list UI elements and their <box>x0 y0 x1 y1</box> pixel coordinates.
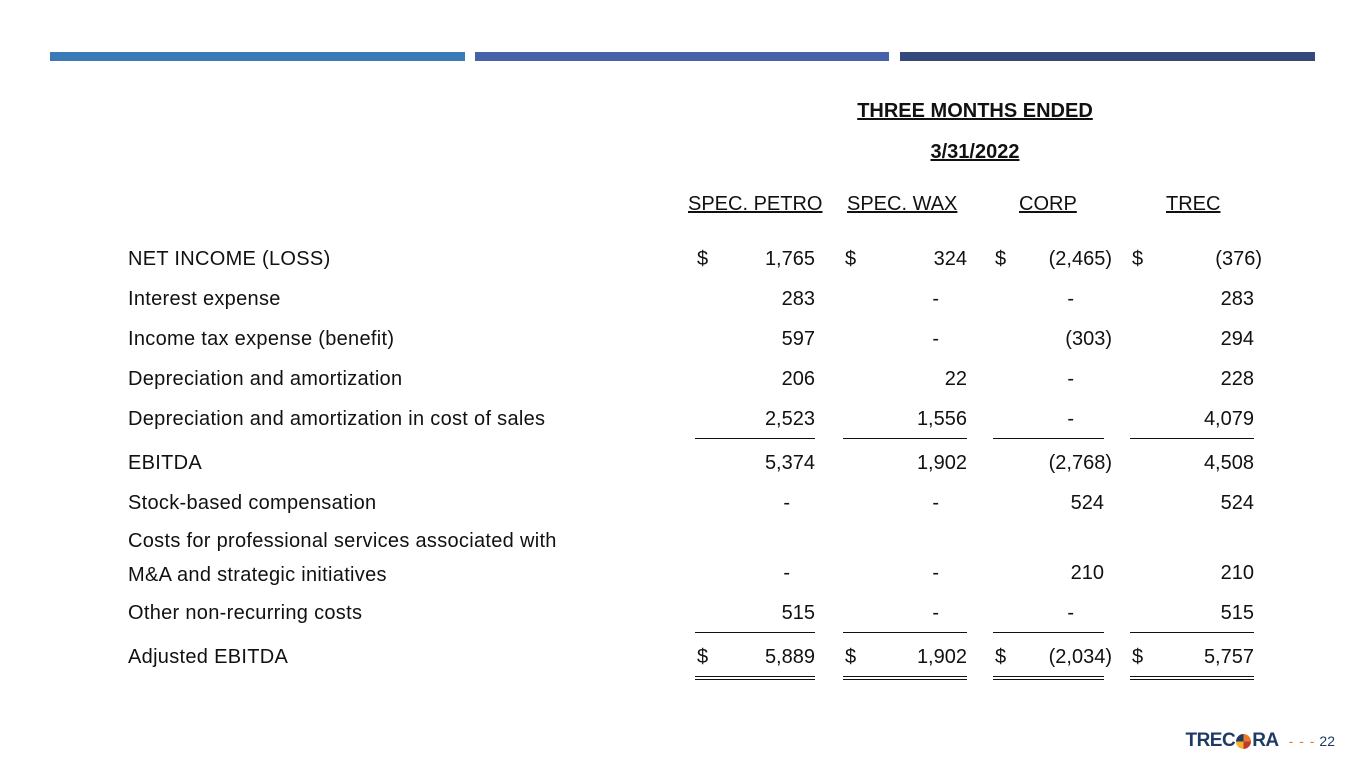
currency-symbol: $ <box>845 646 857 668</box>
row-label: EBITDA <box>128 452 203 474</box>
cell-value: 524 <box>1220 492 1254 514</box>
cell-corp <box>993 368 1104 398</box>
cell-corp <box>993 248 1112 278</box>
accent-bar-left <box>50 52 465 61</box>
cell-value: - <box>1067 602 1074 624</box>
cell-trec <box>1130 248 1262 278</box>
cell-value: - <box>932 492 939 514</box>
currency-symbol: $ <box>995 646 1007 668</box>
cell-value: 1,902 <box>916 646 967 668</box>
cell-spec-wax <box>843 288 967 318</box>
cell-spec-wax <box>843 452 967 482</box>
cell-spec-petro <box>695 452 815 482</box>
period-date: 3/31/2022 <box>930 141 1020 163</box>
cell-value: - <box>1067 368 1074 390</box>
column-header-corp: CORP <box>1019 193 1077 215</box>
cell-value: - <box>1067 408 1074 430</box>
cell-value: 210 <box>1070 562 1104 584</box>
logo-o-icon <box>1236 734 1251 749</box>
table-row-professional-services <box>0 530 1365 590</box>
column-header-spec-wax: SPEC. WAX <box>847 193 958 215</box>
cell-corp <box>993 602 1104 633</box>
cell-spec-petro <box>695 248 815 278</box>
cell-value: 5,374 <box>764 452 815 474</box>
cell-value: 515 <box>781 602 815 624</box>
row-label: Depreciation and amortization <box>128 368 403 390</box>
accent-bar-right <box>900 52 1315 61</box>
cell-spec-wax <box>843 562 967 592</box>
cell-corp <box>993 288 1104 318</box>
cell-value: - <box>932 602 939 624</box>
cell-spec-wax <box>843 492 967 522</box>
cell-value: 228 <box>1220 368 1254 390</box>
cell-spec-petro <box>695 408 815 439</box>
cell-value: 1,902 <box>916 452 967 474</box>
logo-text-part2: RA <box>1252 730 1279 751</box>
cell-value: 5,757 <box>1203 646 1254 668</box>
cell-corp <box>993 408 1104 439</box>
table-row-adjusted-ebitda <box>0 646 1365 680</box>
table-row-depreciation-cost-of-sales <box>0 408 1365 442</box>
period-title: THREE MONTHS ENDED <box>857 100 1093 122</box>
row-label-line2: M&A and strategic initiatives <box>128 564 387 586</box>
row-label: Income tax expense (benefit) <box>128 328 395 350</box>
cell-spec-petro <box>695 646 815 680</box>
cell-value: (2,768) <box>1048 452 1112 474</box>
row-label: Stock-based compensation <box>128 492 377 514</box>
cell-spec-petro <box>695 492 815 522</box>
cell-trec <box>1130 602 1254 633</box>
cell-spec-wax <box>843 646 967 680</box>
cell-value: - <box>1067 288 1074 310</box>
cell-value: 1,765 <box>764 248 815 270</box>
cell-value: - <box>783 562 790 584</box>
slide-footer <box>1185 730 1335 752</box>
cell-value: 283 <box>1220 288 1254 310</box>
cell-value: - <box>932 288 939 310</box>
cell-value: (303) <box>1065 328 1112 350</box>
row-label-line1: Costs for professional services associated with <box>128 530 557 552</box>
logo-text-part1: TREC <box>1185 730 1236 751</box>
cell-value: 210 <box>1220 562 1254 584</box>
cell-value: (2,465) <box>1048 248 1112 270</box>
cell-corp <box>993 646 1112 680</box>
cell-spec-petro <box>695 288 815 318</box>
row-label: Interest expense <box>128 288 281 310</box>
cell-trec <box>1130 492 1254 522</box>
cell-value: 597 <box>781 328 815 350</box>
cell-trec <box>1130 328 1254 358</box>
currency-symbol: $ <box>845 248 857 270</box>
currency-symbol: $ <box>995 248 1007 270</box>
cell-value: 1,556 <box>916 408 967 430</box>
cell-value: (376) <box>1215 248 1262 270</box>
cell-value: - <box>932 562 939 584</box>
cell-spec-petro <box>695 328 815 358</box>
cell-spec-wax <box>843 248 967 278</box>
cell-value: 22 <box>944 368 967 390</box>
cell-value: 4,508 <box>1203 452 1254 474</box>
cell-value: 206 <box>781 368 815 390</box>
row-label: Adjusted EBITDA <box>128 646 289 668</box>
trecora-logo <box>1185 730 1278 752</box>
table-row-stock-compensation <box>0 492 1365 526</box>
row-label: NET INCOME (LOSS) <box>128 248 331 270</box>
currency-symbol: $ <box>1132 248 1144 270</box>
cell-value: 2,523 <box>764 408 815 430</box>
cell-trec <box>1130 408 1254 439</box>
cell-value: 283 <box>781 288 815 310</box>
cell-spec-wax <box>843 602 967 633</box>
cell-trec <box>1130 452 1254 482</box>
cell-spec-wax <box>843 408 967 439</box>
footer-dashes: - - - <box>1288 733 1316 749</box>
cell-spec-petro <box>695 602 815 633</box>
cell-spec-wax <box>843 368 967 398</box>
cell-spec-petro <box>695 368 815 398</box>
page-number: 22 <box>1319 733 1335 749</box>
row-label: Other non-recurring costs <box>128 602 363 624</box>
cell-corp <box>993 328 1112 358</box>
table-row-ebitda <box>0 452 1365 486</box>
cell-corp <box>993 452 1112 482</box>
cell-trec <box>1130 562 1254 592</box>
cell-value: 5,889 <box>764 646 815 668</box>
cell-value: 4,079 <box>1203 408 1254 430</box>
cell-spec-petro <box>695 562 815 592</box>
cell-spec-wax <box>843 328 967 358</box>
table-row-depreciation <box>0 368 1365 402</box>
table-row-other-non-recurring <box>0 602 1365 636</box>
cell-trec <box>1130 288 1254 318</box>
cell-value: - <box>783 492 790 514</box>
cell-trec <box>1130 368 1254 398</box>
column-header-spec-petro: SPEC. PETRO <box>688 193 823 215</box>
currency-symbol: $ <box>1132 646 1144 668</box>
accent-bar-middle <box>475 52 889 61</box>
cell-value: (2,034) <box>1048 646 1112 668</box>
cell-value: 524 <box>1070 492 1104 514</box>
cell-value: 324 <box>933 248 967 270</box>
table-row-interest-expense <box>0 288 1365 322</box>
cell-corp <box>993 562 1104 592</box>
table-row-income-tax <box>0 328 1365 362</box>
cell-trec <box>1130 646 1254 680</box>
currency-symbol: $ <box>697 248 709 270</box>
cell-value: - <box>932 328 939 350</box>
column-header-trec: TREC <box>1166 193 1221 215</box>
table-row-net-income <box>0 248 1365 282</box>
cell-value: 515 <box>1220 602 1254 624</box>
cell-value: 294 <box>1220 328 1254 350</box>
cell-corp <box>993 492 1104 522</box>
currency-symbol: $ <box>697 646 709 668</box>
row-label: Depreciation and amortization in cost of sales <box>128 408 546 430</box>
